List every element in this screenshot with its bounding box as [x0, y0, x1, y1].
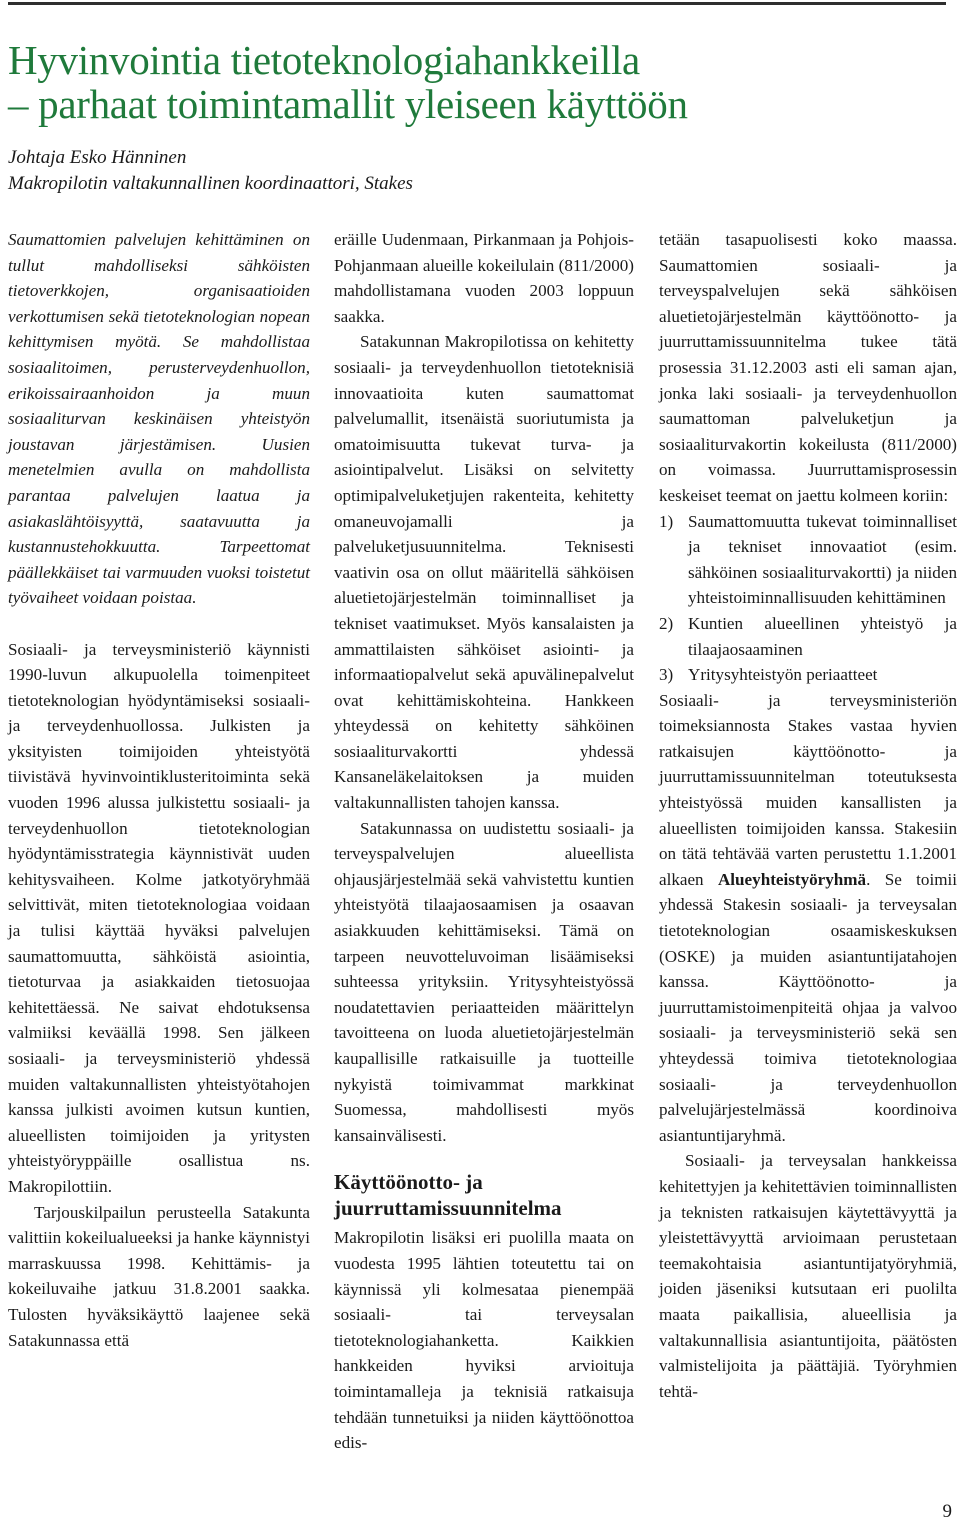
bold-term: Alueyhteistyöryhmä — [717, 869, 867, 889]
list-item-number: 1) — [659, 511, 674, 531]
title-line-1: Hyvinvointia tietoteknologiahankkeilla — [8, 37, 640, 83]
lead-paragraph: Saumattomien palvelujen kehittäminen on tullut mahdolliseksi sähköisten tietoverkkojen, organisaatioiden verkottumisen sekä tietoteknologian nopean kehittymisen myötä. Se mahdollistaa sosiaalitoimen, perusterveydenhuollon, erikoissairaanhoidon ja muun sosiaaliturvan keskinäisen yhteistyön joustavan järjestämisen. Uusien menetelmien avulla on mahdollista parantaa palvelujen laatua ja asiakaslähtöisyyttä, saatavuutta ja kustannustehokkuutta. Tarpeettomat päällekkäiset tai varmuuden vuoksi toistetut työvaiheet voidaan poistaa. — [8, 230, 310, 608]
paragraph: Sosiaali- ja terveysministeriö käynnisti 1990-luvun alkupuolella toimenpiteet tietoteknologian hyödyntämiseksi sosiaali- ja terveydenhuollossa. Julkisten ja yksityisten toimijoiden yhteistyötä tiivistävä hyvinvointiklusteritoiminta sekä vuoden 1996 alussa julkistettu sosiaali- ja terveydenhuollon tietoteknologian hyödyntämisstrategia käynnistivät uuden kehitysvaiheen. Kolme jatkotyöryhmää selvittivät, miten tietoteknologiaa voidaan ja tulisi käyttää hyväksi palvelujen saumattomuutta, sähköistä asiointia, tietoturvaa ja asiakkaiden tietosuojaa kehitettäessä. Ne saivat ehdotuksensa valmiiksi keväällä 1998. Sen jälkeen sosiaali- ja terveysministeriö yhdessä muiden valtakunnallisten yhteistyötahojen kanssa julkisti avoimen kutsun kuntien, alueellisten toimijoiden ja yritysten yhteistyöryppäille osallistua ns. Makropilottiin. — [8, 639, 310, 1196]
author-role: Makropilotin valtakunnallinen koordinaattori, Stakes — [8, 173, 413, 194]
list-item-number: 2) — [659, 613, 674, 633]
column-2 — [334, 227, 634, 1456]
list-item-number: 3) — [659, 665, 674, 685]
column-3 — [659, 227, 957, 1404]
section-heading: Käyttöönotto- ja juurruttamissuunnitelma — [334, 1170, 562, 1221]
title-line-2: – parhaat toimintamallit yleiseen käyttöön — [8, 81, 688, 127]
paragraph: Satakunnassa on uudistettu sosiaali- ja terveyspalvelujen alueellista ohjausjärjestelmää sekä vahvistettu kuntien yhteistyötä tilaajaosaamisen ja osaavan asiakkuuden kehittämiseksi. Tämä on tarpeen neuvotteluvoiman lisäämiseksi suhteessa yrityksiin. Yritysyhteistyössä noudatettavien periaatteiden määrittelyn tavoitteena on luoda aluetietojärjestelmän kaupallisille ratkaisuille ja tuotteille nykyistä toimivammat markkinat Suomessa, mahdollisesti myös kansainvälisesti. — [334, 818, 634, 1145]
top-rule — [8, 2, 946, 5]
numbered-list — [659, 509, 957, 688]
author-block — [8, 145, 413, 197]
paragraph-text: . Se toimii yhdessä Stakesin sosiaali- ja terveysalan tietoteknologian osaamiskeskuksen (OSKE) ja muiden asiantuntijatahojen kanssa. Käyttöönotto- ja juurruttamistoimenpiteitä ohjaa ja valvoo sosiaali- ja terveysministeriö sekä sen yhteydessä toimiva tietoteknologiaa sosiaali- ja terveydenhuollon palvelujärjestelmässä koordinoiva asiantuntijaryhmä. — [659, 869, 957, 1145]
article-title — [8, 38, 948, 126]
paragraph: Makropilotin lisäksi eri puolilla maata on vuodesta 1995 lähtien toteutettu tai on käynnissä yli kolmesataa pienempää sosiaali- tai terveysalan tietoteknologiahanketta. Kaikkien hankkeiden hyviksi arvioituja toimintamalleja ja teknisiä ratkaisuja tehdään tunnetuiksi ja niiden käyttöönottoa edis- — [334, 1228, 634, 1453]
paragraph: tetään tasapuolisesti koko maassa. Saumattomien sosiaali- ja terveyspalvelujen sekä sähköisen aluetietojärjestelmän käyttöönotto- ja juurruttamissuunnitelma tukee tätä prosessia 31.12.2003 asti eli saman ajan, jonka laki sosiaali- ja terveydenhuollon saumattoman palveluketjun ja sosiaaliturvakortin kokeilusta (811/2000) on voimassa. Juurruttamisprosessin keskeiset teemat on jaettu kolmeen koriin: — [659, 230, 957, 505]
paragraph: Satakunnan Makropilotissa on kehitetty sosiaali- ja terveydenhuollon tietoteknisiä innovaatioita kuten saumattomat palvelumallit, itsenäistä suoriutumista ja omatoimisuutta tukevat turva- ja asiointipalvelut. Lisäksi on selvitetty optimipalveluketjujen rakenteita, kehitetty omaneuvojamalli ja palveluketjusuunnitelma. Teknisesti vaativin osa on ollut määritellä sähköisen aluetietojärjestelmän toiminnalliset ja tekniset vaatimukset. Myös kansalaisten ja ammattilaisten sähköiset asiointi- ja informaatiopalvelut sekä apuvälinepalvelut ovat kehittämiskohteina. Hankkeen yhteydessä on kehitetty sähköinen sosiaaliturvakortti yhdessä Kansaneläkelaitoksen ja muiden valtakunnallisten tahojen kanssa. — [334, 332, 634, 813]
list-item-text: Yritysyhteistyön periaatteet — [688, 665, 878, 685]
paragraph: Sosiaali- ja terveysalan hankkeissa kehitettyjen ja kehitettävien toiminnallisten ja teknisten ratkaisujen käytettävyyttä ja yleistettävyyttä arvioimaan perustetaan teemakohtaisia asiantuntijatyöryhmiä, joiden jäseniksi kutsutaan eri puolilta maata paikallisia, alueellisia ja valtakunnallisia asiantuntijoita, päätösten valmistelijoita ja päättäjiä. Työryhmien tehtä- — [659, 1151, 957, 1401]
author-name: Johtaja Esko Hänninen — [8, 147, 187, 168]
list-item-text: Kuntien alueellinen yhteistyö ja tilaajaosaaminen — [688, 613, 957, 659]
paragraph-text: Sosiaali- ja terveysministeriön toimeksiannosta Stakes vastaa hyvien ratkaisujen käyttöönotto- ja juurruttamissuunnitelman toteutuksesta yhteistyössä muiden kansallisten ja alueellisten toimijoiden kanssa. Stakesiin on tätä tehtävää varten perustettu 1.1.2001 alkaen — [659, 690, 957, 889]
list-item — [659, 611, 957, 662]
paragraph: Tarjouskilpailun perusteella Satakunta valittiin kokeilualueeksi ja hanke käynnistyi marraskuussa 1998. Kehittämis- ja kokeiluvaihe jatkuu 31.8.2001 saakka. Tulosten hyväksikäyttö laajenee sekä Satakunnassa että — [8, 1202, 310, 1350]
paragraph: eräille Uudenmaan, Pirkanmaan ja Pohjois-Pohjanmaan alueille kokeilulain (811/2000) mahdollistamana vuoden 2003 loppuun saakka. — [334, 230, 634, 326]
page-number: 9 — [942, 1501, 952, 1522]
column-1 — [8, 227, 310, 1353]
paragraph — [659, 688, 957, 1149]
list-item-text: Saumattomuutta tukevat toiminnalliset ja tekniset innovaatiot (esim. sähköinen sosiaaliturvakortti) ja niiden yhteistoiminnallisuuden kehittäminen — [688, 511, 957, 608]
list-item — [659, 662, 957, 688]
list-item — [659, 509, 957, 611]
